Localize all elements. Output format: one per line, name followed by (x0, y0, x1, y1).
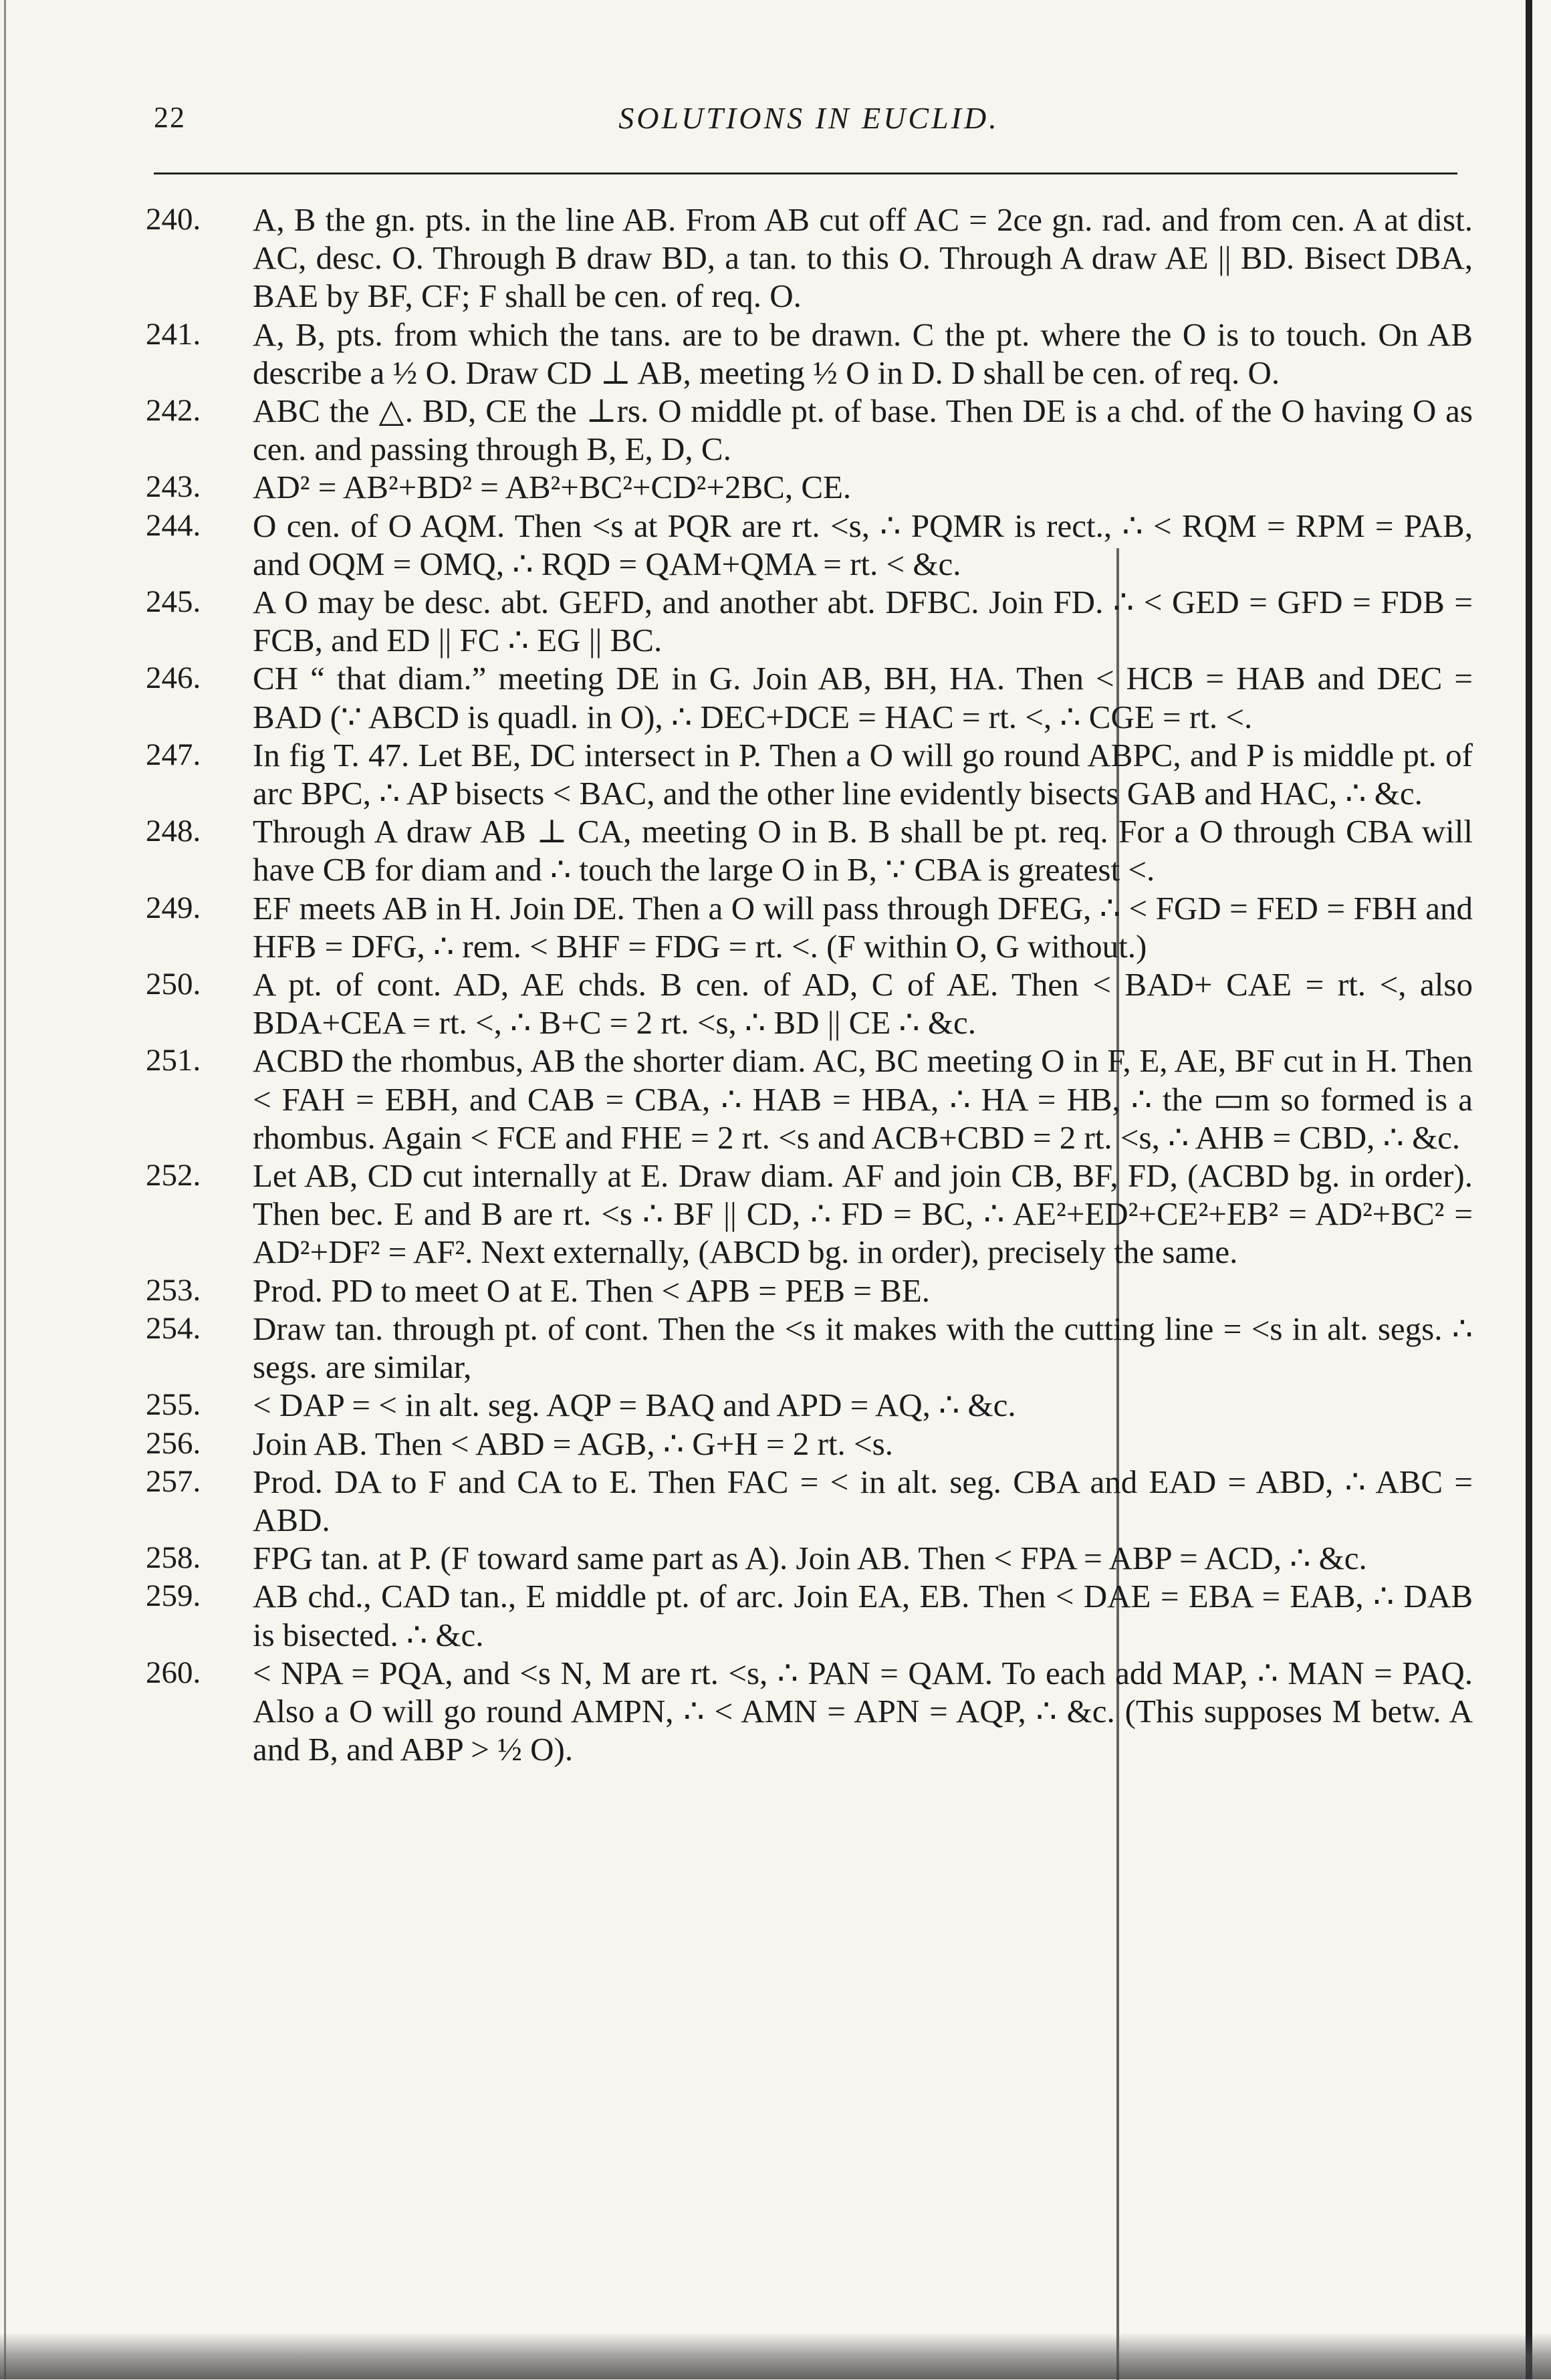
solution-entry (146, 1425, 1473, 1463)
entry-number: 248. (146, 814, 201, 849)
entry-number: 251. (146, 1043, 201, 1078)
solution-entry (146, 965, 1473, 1042)
entry-number: 250. (146, 967, 201, 1002)
entry-text: A pt. of cont. AD, AE chds. B cen. of AD, C of AE. Then < BAD+ CAE = rt. <, also BDA+CEA = rt. <, ∴ B+C = 2 rt. <s, ∴ BD || CE ∴ &c. (253, 966, 1473, 1042)
solution-entry (146, 1386, 1473, 1424)
entry-text: ABC the △. BD, CE the ⊥rs. O middle pt. of base. Then DE is a chd. of the O having O as cen. and passing through B, E, D, C. (253, 392, 1473, 468)
solution-entry (146, 736, 1473, 812)
entry-text: Through A draw AB ⊥ CA, meeting O in B. B shall be pt. req. For a O through CBA will have CB for diam and ∴ touch the large O in B, ∵ CBA is greatest <. (253, 813, 1473, 888)
entry-number: 246. (146, 661, 201, 696)
entry-number: 243. (146, 469, 201, 505)
entry-number: 257. (146, 1463, 201, 1499)
entry-number: 240. (146, 202, 201, 237)
entry-text: Join AB. Then < ABD = AGB, ∴ G+H = 2 rt. <s. (253, 1425, 893, 1462)
entry-number: 245. (146, 584, 201, 620)
entry-text: EF meets AB in H. Join DE. Then a O will pass through DFEG, ∴ < FGD = FED = FBH and HFB = DFG, ∴ rem. < BHF = FDG = rt. <. (F within O, G without.) (253, 889, 1473, 965)
entry-text: Let AB, CD cut internally at E. Draw diam. AF and join CB, BF, FD, (ACBD bg. in order). Then bec. E and B are rt. <s ∴ BF || CD, ∴ FD = BC, ∴ AE²+ED²+CE²+EB² = AD²+BC² = AD²+DF² = AF². Next externally, (ABCD bg. in order), precisely the same. (253, 1157, 1473, 1271)
entry-text: In fig T. 47. Let BE, DC intersect in P. Then a O will go round ABPC, and P is middle pt. of arc BPC, ∴ AP bisects < BAC, and the other line evidently bisects GAB and HAC, ∴ &c. (253, 736, 1473, 812)
solution-entry (146, 1272, 1473, 1310)
entry-number: 254. (146, 1310, 201, 1346)
page-number: 22 (154, 101, 186, 134)
entry-number: 242. (146, 393, 201, 429)
entry-text: Prod. DA to F and CA to E. Then FAC = < in alt. seg. CBA and EAD = ABD, ∴ ABC = ABD. (253, 1463, 1473, 1538)
solution-entry (146, 468, 1473, 506)
entry-number: 249. (146, 890, 201, 925)
entry-text: O cen. of O AQM. Then <s at PQR are rt. <s, ∴ PQMR is rect., ∴ < RQM = RPM = PAB, and OQM = OMQ, ∴ RQD = QAM+QMA = rt. < &c. (253, 507, 1473, 582)
entry-number: 259. (146, 1578, 201, 1614)
page-edge-right (1526, 0, 1532, 2379)
entry-text: CH “ that diam.” meeting DE in G. Join AB, BH, HA. Then < HCB = HAB and DEC = BAD (∵ ABCD is quadl. in O), ∴ DEC+DCE = HAC = rt. <, ∴ CGE = rt. <. (253, 660, 1473, 735)
entry-number: 247. (146, 737, 201, 772)
solution-entry (146, 1042, 1473, 1157)
solution-list (146, 201, 1473, 1768)
header-rule (154, 172, 1457, 174)
entry-number: 253. (146, 1272, 201, 1308)
entry-text: Prod. PD to meet O at E. Then < APB = PEB = BE. (253, 1272, 931, 1309)
entry-text: FPG tan. at P. (F toward same part as A). Join AB. Then < FPA = ABP = ACD, ∴ &c. (253, 1540, 1367, 1577)
solution-entry (146, 316, 1473, 392)
entry-text: A O may be desc. abt. GEFD, and another abt. DFBC. Join FD. ∴ < GED = GFD = FDB = FCB, and ED || FC ∴ EG || BC. (253, 584, 1473, 659)
solution-entry (146, 1539, 1473, 1577)
solution-entry (146, 1654, 1473, 1769)
entry-number: 260. (146, 1655, 201, 1690)
solution-entry (146, 1577, 1473, 1653)
entry-number: 252. (146, 1158, 201, 1193)
entry-text: < NPA = PQA, and <s N, M are rt. <s, ∴ PAN = QAM. To each add MAP, ∴ MAN = PAQ. Also a O will go round AMPN, ∴ < AMN = APN = AQP, ∴ &c. (This supposes M betw. A and B, and ABP > ½ O). (253, 1654, 1473, 1768)
solution-entry (146, 583, 1473, 659)
entry-text: Draw tan. through pt. of cont. Then the <s it makes with the cutting line = <s in alt. segs. ∴ segs. are similar, (253, 1310, 1473, 1386)
solution-entry (146, 507, 1473, 583)
entry-number: 258. (146, 1540, 201, 1576)
solution-entry (146, 889, 1473, 965)
running-title: SOLUTIONS IN EUCLID. (618, 101, 999, 135)
entry-number: 255. (146, 1387, 201, 1423)
scan-bottom-edge (0, 2333, 1551, 2379)
solution-entry (146, 659, 1473, 735)
solution-entry (146, 392, 1473, 468)
entry-text: AB chd., CAD tan., E middle pt. of arc. Join EA, EB. Then < DAE = EBA = EAB, ∴ DAB is bisected. ∴ &c. (253, 1578, 1473, 1653)
solution-entry (146, 201, 1473, 316)
entry-text: A, B the gn. pts. in the line AB. From AB cut off AC = 2ce gn. rad. and from cen. A at dist. AC, desc. O. Through B draw BD, a tan. to this O. Through A draw AE || BD. Bisect DBA, BAE by BF, CF; F shall be cen. of req. O. (253, 201, 1473, 315)
solution-entry (146, 1157, 1473, 1272)
solution-entry (146, 1310, 1473, 1386)
entry-text: < DAP = < in alt. seg. AQP = BAQ and APD = AQ, ∴ &c. (253, 1387, 1016, 1424)
entry-text: AD² = AB²+BD² = AB²+BC²+CD²+2BC, CE. (253, 469, 852, 506)
page-header (154, 100, 1464, 154)
entry-number: 256. (146, 1425, 201, 1461)
entry-text: ACBD the rhombus, AB the shorter diam. AC, BC meeting O in F, E, AE, BF cut in H. Then < FAH = EBH, and CAB = CBA, ∴ HAB = HBA, ∴ HA = HB, ∴ the ▭m so formed is a rhombus. Again < FCE and FHE = 2 rt. <s and ACB+CBD = 2 rt. <s, ∴ AHB = CBD, ∴ &c. (253, 1042, 1473, 1156)
solution-entry (146, 1463, 1473, 1539)
page-edge-left (4, 0, 6, 2379)
solution-entry (146, 812, 1473, 888)
entry-number: 241. (146, 316, 201, 352)
entry-number: 244. (146, 507, 201, 543)
entry-text: A, B, pts. from which the tans. are to be drawn. C the pt. where the O is to touch. On AB describe a ½ O. Draw CD ⊥ AB, meeting ½ O in D. D shall be cen. of req. O. (253, 316, 1473, 391)
